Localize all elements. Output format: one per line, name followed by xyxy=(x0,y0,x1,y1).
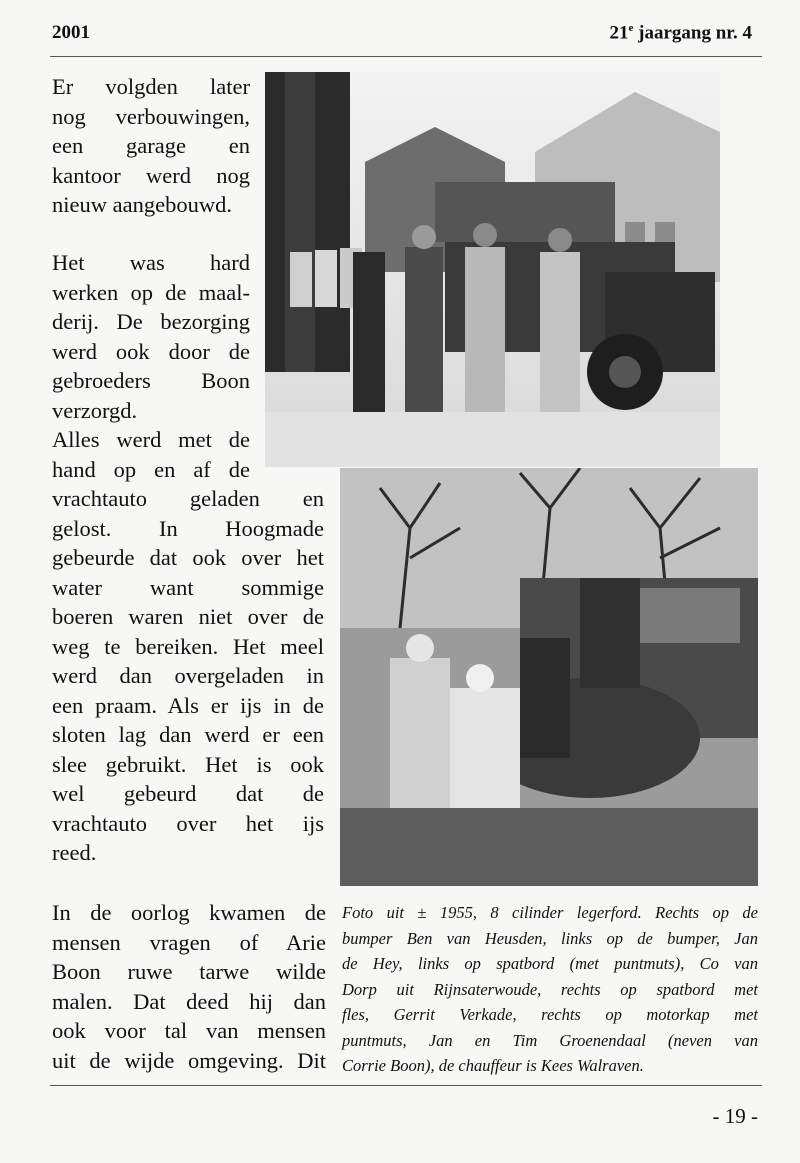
text-line: mensen vragen of Arie xyxy=(52,929,326,955)
text-line: weg te bereiken. Het meel xyxy=(52,633,324,659)
caption-line: fles, Gerrit Verkade, rechts op motorkap met xyxy=(342,1005,758,1024)
text-line: een praam. Als er ijs in de xyxy=(52,692,324,718)
text-line: werken op de maal- xyxy=(52,279,250,305)
caption-line: de Hey, links op spatbord (met puntmuts), Co van xyxy=(342,954,758,973)
text-line: nieuw aangebouwd. xyxy=(52,192,232,217)
paragraph-1 xyxy=(52,72,250,220)
text-line: malen. Dat deed hij dan xyxy=(52,988,326,1014)
header-year: 2001 xyxy=(52,22,90,43)
header-rule xyxy=(50,56,762,57)
photo-truck-crew xyxy=(265,72,720,467)
text-line: In de oorlog kwamen de xyxy=(52,900,326,925)
text-line: wel gebeurd dat de xyxy=(52,781,324,806)
text-line: uit de wijde omgeving. Dit xyxy=(52,1047,326,1073)
paragraph-2-wide xyxy=(52,484,324,868)
text-line: werd dan overgeladen in xyxy=(52,663,324,688)
text-line: gebeurde dat ook over het xyxy=(52,545,324,570)
text-line: slee gebruikt. Het is ook xyxy=(52,751,324,777)
caption-line: Foto uit ± 1955, 8 cilinder legerford. Rechts op de xyxy=(342,903,758,922)
text-line: werd ook door de xyxy=(52,338,250,364)
text-line: gebroeders Boon xyxy=(52,368,250,393)
text-line: hand op en af de xyxy=(52,456,250,482)
issue-superscript: e xyxy=(628,22,634,34)
text-line: derij. De bezorging xyxy=(52,309,250,334)
text-line: verzorgd. xyxy=(52,397,138,423)
photo-legerford-group xyxy=(340,468,758,886)
paragraph-2-narrow xyxy=(52,248,250,484)
text-line: reed. xyxy=(52,840,97,865)
footer-rule xyxy=(50,1085,762,1086)
text-line: nog verbouwingen, xyxy=(52,103,250,129)
photo-legerford-group-image xyxy=(340,468,758,886)
header-issue xyxy=(610,22,752,44)
text-line: boeren waren niet over de xyxy=(52,604,324,629)
text-line: Alles werd met de xyxy=(52,427,250,452)
caption-line: Dorp uit Rijnsaterwoude, rechts op spatbord met xyxy=(342,979,758,999)
text-line: Het was hard xyxy=(52,250,250,275)
text-line: een garage en xyxy=(52,133,250,158)
issue-number: 21 xyxy=(609,22,629,44)
paragraph-3 xyxy=(52,898,326,1075)
caption-line: Corrie Boon), de chauffeur is Kees Walraven. xyxy=(342,1056,644,1075)
text-line: vrachtauto geladen en xyxy=(52,486,324,511)
caption-line: puntmuts, Jan en Tim Groenendaal (neven van xyxy=(342,1030,758,1050)
text-line: vrachtauto over het ijs xyxy=(52,810,324,836)
photo-caption xyxy=(342,900,758,1079)
issue-label: jaargang nr. 4 xyxy=(633,22,752,44)
page-number: - 19 - xyxy=(712,1104,758,1128)
photo-truck-crew-image xyxy=(265,72,720,467)
text-line: sloten lag dan werd er een xyxy=(52,722,324,747)
text-line: water want sommige xyxy=(52,574,324,600)
caption-line: bumper Ben van Heusden, links op de bumper, Jan xyxy=(342,928,758,948)
text-line: kantoor werd nog xyxy=(52,162,250,188)
text-line: ook voor tal van mensen xyxy=(52,1018,326,1043)
text-line: Boon ruwe tarwe wilde xyxy=(52,959,326,984)
text-line: gelost. In Hoogmade xyxy=(52,515,324,541)
text-line: Er volgden later xyxy=(52,74,250,99)
